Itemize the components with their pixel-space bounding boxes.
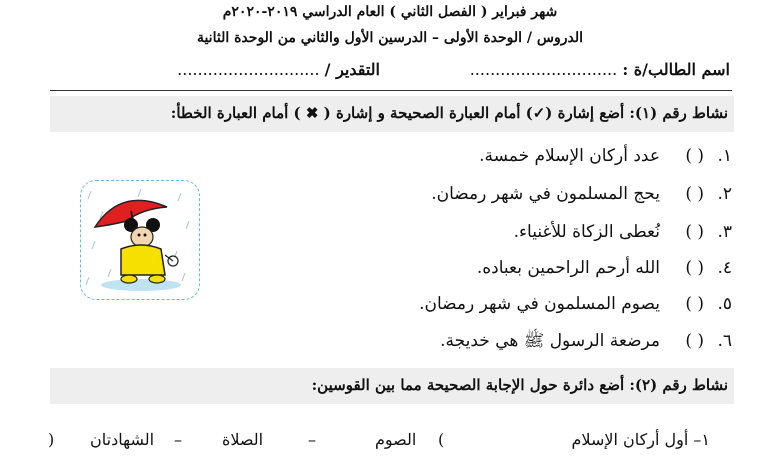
- activity2-title-band: [50, 368, 734, 404]
- list-item: [431, 184, 732, 204]
- activity1-title-band: [50, 96, 734, 132]
- activity2-title: نشاط رقم (٢): أضع دائرة حول الإجابة الصحيحة مما بين القوسين:: [311, 376, 728, 394]
- choice-option[interactable]: الصلاة: [222, 430, 264, 449]
- item-number: ١.: [717, 146, 732, 166]
- item-text: يصوم المسلمون في شهر رمضان.: [419, 294, 660, 314]
- choice-option[interactable]: الصوم: [375, 430, 417, 449]
- item-number: ٦.: [717, 331, 732, 351]
- header-month-line: شهر فبراير ( الفصل الثاني ) العام الدراسي ٢٠١٩-٢٠٢٠م: [222, 4, 558, 20]
- answer-parens[interactable]: ( ): [685, 146, 704, 166]
- item-text: الله أرحم الراحمين بعباده.: [476, 258, 660, 278]
- item-number: ٤.: [717, 258, 732, 278]
- divider: [50, 90, 732, 91]
- student-name-label: اسم الطالب/ة :: [622, 60, 730, 79]
- choice-option[interactable]: الشهادتان: [90, 430, 155, 449]
- item-number: ٣.: [717, 222, 732, 242]
- item-number: ٢.: [717, 184, 732, 204]
- list-item: [440, 330, 732, 355]
- item-number: ٥.: [717, 294, 732, 314]
- answer-parens[interactable]: ( ): [685, 184, 704, 204]
- answer-parens[interactable]: ( ): [685, 222, 704, 242]
- student-name-dots: .............................: [469, 60, 618, 79]
- list-item: [477, 258, 732, 278]
- choice-open-paren: (: [438, 430, 445, 449]
- grade-label: التقدير /: [324, 60, 380, 79]
- answer-parens[interactable]: ( ): [685, 294, 704, 314]
- mickey-umbrella-rain-icon: [80, 180, 200, 300]
- list-item: [514, 222, 732, 242]
- answer-parens[interactable]: ( ): [685, 331, 704, 351]
- item-text: نُعطى الزكاة للأغنياء.: [513, 222, 660, 242]
- answer-parens[interactable]: ( ): [685, 258, 704, 278]
- item-text: يحج المسلمون في شهر رمضان.: [431, 184, 660, 204]
- header-lessons-line: الدروس / الوحدة الأولى – الدرسين الأول والثاني من الوحدة الثانية: [196, 30, 584, 46]
- student-name-line: [470, 60, 730, 79]
- choice-close-paren: ): [48, 430, 55, 449]
- choice-separator: –: [308, 430, 316, 449]
- choice-separator: –: [174, 430, 182, 449]
- question-stem: ١– أول أركان الإسلام: [571, 430, 710, 449]
- item-text: مرضعة الرسول ﷺ هي خديجة.: [440, 331, 660, 351]
- list-item: [419, 294, 732, 314]
- grade-line: [177, 60, 380, 79]
- item-text: عدد أركان الإسلام خمسة.: [479, 146, 660, 166]
- list-item: [479, 146, 732, 166]
- grade-dots: ............................: [177, 60, 320, 79]
- activity1-title: نشاط رقم (١): أضع إشارة (✓) أمام العبارة الصحيحة و إشارة ( ✖ ) أمام العبارة الخطأ:: [170, 104, 728, 122]
